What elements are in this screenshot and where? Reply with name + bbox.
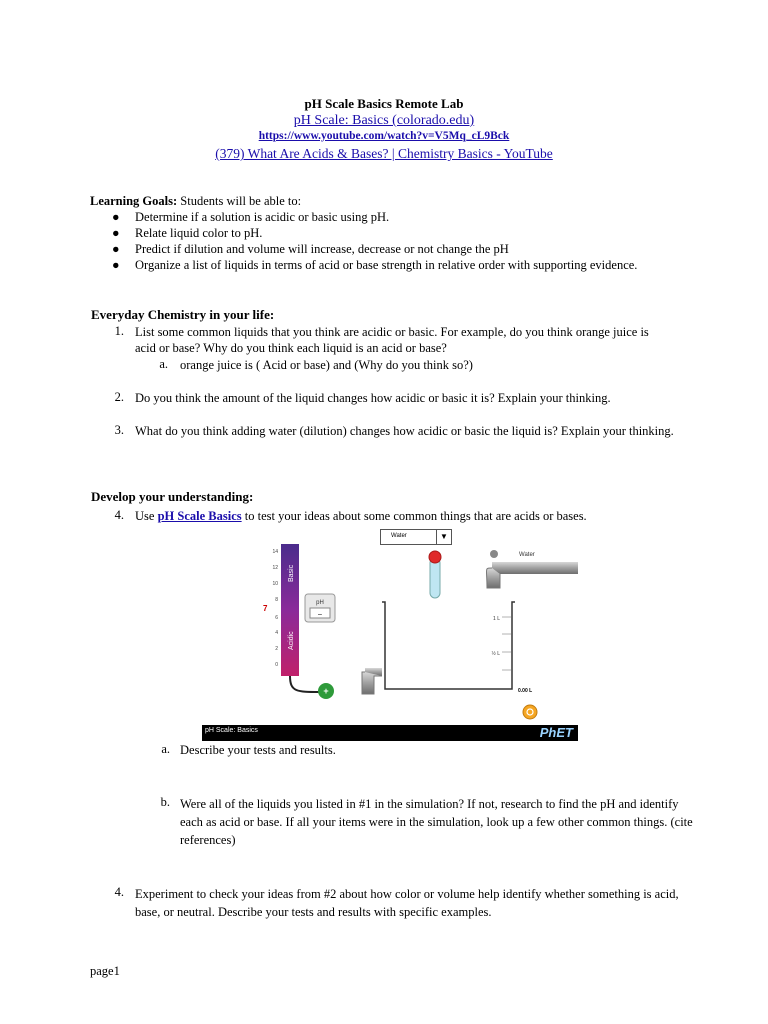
scale-tick-label: 8	[275, 597, 278, 603]
bullet-icon: ●	[112, 226, 120, 240]
scale-tick-label: 14	[272, 549, 278, 555]
scale-tick-label: 0	[275, 662, 278, 668]
develop-heading: Develop your understanding:	[91, 489, 254, 504]
neutral-marker: 7	[263, 604, 268, 613]
probe-cable	[290, 676, 320, 692]
question-3: What do you think adding water (dilution) changes how acidic or basic the liquid is? Explain your thinking.	[135, 424, 674, 438]
learning-goals-label: Learning Goals:	[90, 194, 178, 208]
question-4a: Describe your tests and results.	[180, 743, 336, 757]
scale-tick-label: 12	[272, 565, 278, 571]
simulation-footer	[202, 725, 578, 741]
simulation-canvas	[202, 542, 578, 725]
basic-label: Basic	[288, 564, 295, 582]
list-item: ● Predict if dilution and volume will increase, decrease or not change the pH	[112, 242, 509, 256]
volume-1l-label: 1 L	[493, 616, 500, 622]
everyday-heading: Everyday Chemistry in your life:	[91, 307, 275, 322]
list-item: ● Organize a list of liquids in terms of acid or base strength in relative order with supporting evidence.	[112, 258, 638, 272]
chevron-down-icon[interactable]: ▼	[436, 530, 451, 544]
dropper-icon[interactable]	[430, 558, 440, 598]
acids-bases-video-link[interactable]: (379) What Are Acids & Bases? | Chemistry Basics - YouTube	[215, 146, 553, 161]
dropdown-value: Water	[391, 533, 407, 539]
question-2: Do you think the amount of the liquid changes how acidic or basic it is? Explain your thinking.	[135, 391, 611, 405]
scale-tick-label: 10	[272, 581, 278, 587]
learning-goals-intro-text: Students will be able to:	[177, 194, 302, 208]
question-number: 2.	[114, 390, 124, 404]
simulation-screenshot	[202, 532, 578, 741]
question-4b: Were all of the liquids you listed in #1 in the simulation? If not, research to find the pH and identify each as acid or base. If all your items were in the simulation, look up a few other common things. (cite references)	[180, 797, 693, 847]
bullet-icon: ●	[112, 258, 120, 272]
question-number: 4.	[114, 885, 124, 899]
volume-half-label: ½ L	[491, 651, 500, 657]
question-1a: orange juice is ( Acid or base) and (Why do you think so?)	[180, 358, 473, 372]
scale-tick-label: 4	[275, 630, 278, 636]
learning-goals-list	[90, 209, 650, 273]
list-item: ● Relate liquid color to pH.	[112, 226, 263, 240]
question-number: 1.	[114, 324, 124, 338]
question-number: 3.	[114, 423, 124, 437]
reset-icon[interactable]	[523, 705, 537, 719]
ph-value: –	[318, 611, 322, 618]
question-number: 4.	[114, 508, 124, 522]
list-item: ● Determine if a solution is acidic or basic using pH.	[112, 210, 390, 224]
bullet-icon: ●	[112, 210, 120, 224]
ph-scale-basics-link[interactable]: pH Scale Basics	[157, 509, 242, 523]
youtube-url-link[interactable]: https://www.youtube.com/watch?v=V5Mq_cL9Bck	[258, 130, 510, 142]
phet-logo: PhET	[539, 725, 573, 740]
question-number: a.	[161, 742, 170, 756]
question-5: Experiment to check your ideas from #2 about how color or volume help identify whether something is acid, base, or neutral. Describe your tests and results with specific examples.	[135, 887, 679, 919]
volume-readout: 0.00 L	[518, 688, 533, 694]
question-1: List some common liquids that you think are acidic or basic. For example, do you think orange juice is acid or base? Why do you think each liquid is an acid or base?	[135, 325, 649, 355]
question-number: b.	[160, 795, 170, 809]
question-4: Use pH Scale Basics to test your ideas about some common things that are acids or bases.	[135, 509, 587, 523]
ph-scale-link[interactable]: pH Scale: Basics (colorado.edu)	[293, 113, 475, 128]
ph-label: pH	[316, 600, 324, 606]
question-number: a.	[159, 357, 168, 371]
learning-goals-intro	[90, 194, 301, 209]
page-title: pH Scale Basics Remote Lab	[304, 96, 464, 111]
water-faucet-icon[interactable]	[492, 562, 578, 574]
ph-scale-bar	[281, 544, 299, 676]
acidic-label: Acidic	[288, 631, 295, 650]
bullet-icon: ●	[112, 242, 120, 256]
page-number: page1	[90, 964, 120, 978]
scale-tick-label: 2	[275, 646, 278, 652]
scale-tick-label: 6	[275, 615, 278, 621]
simulation-title: pH Scale: Basics	[205, 727, 258, 734]
svg-text:+: +	[323, 686, 329, 696]
water-label: Water	[519, 552, 535, 558]
